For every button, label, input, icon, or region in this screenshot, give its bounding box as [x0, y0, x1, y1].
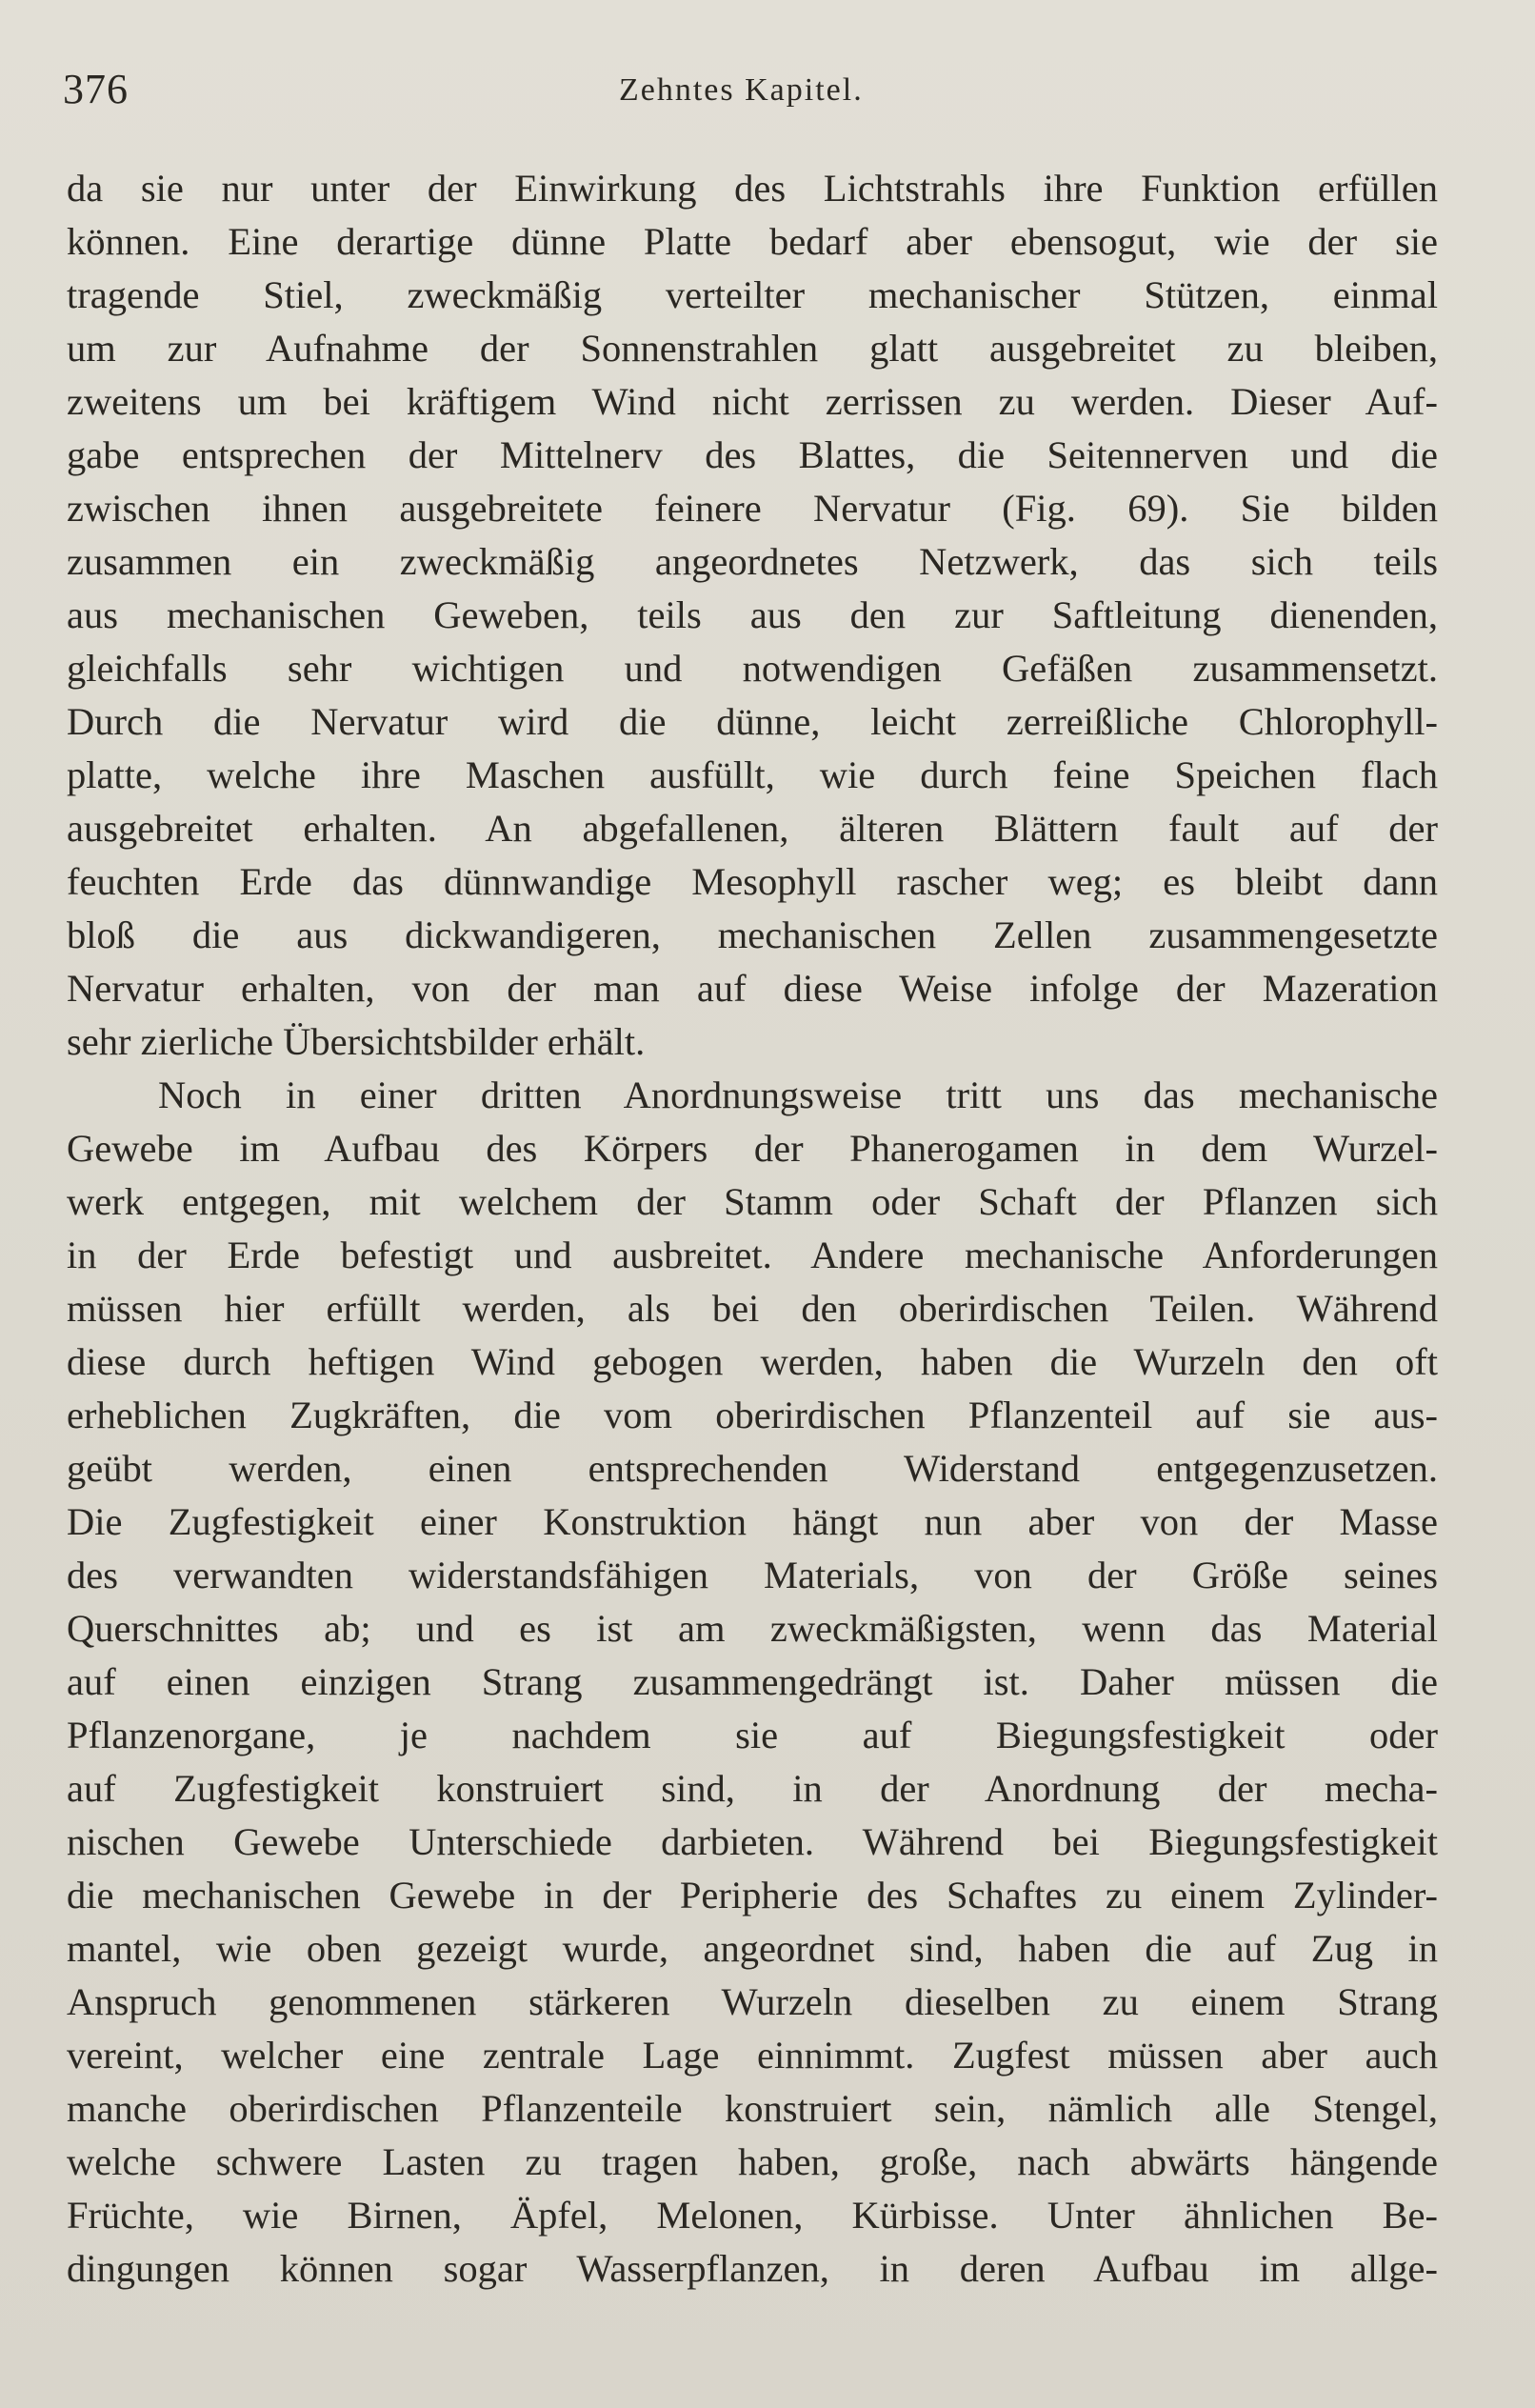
page-header — [63, 65, 1434, 122]
text-line: Nervatur erhalten, von der man auf diese Weise infolge der Mazeration — [67, 967, 1438, 1010]
text-line: Pflanzenorgane, je nachdem sie auf Biegungsfestigkeit oder — [67, 1714, 1438, 1756]
text-line: Früchte, wie Birnen, Äpfel, Melonen, Kürbisse. Unter ähnlichen Be- — [67, 2194, 1438, 2237]
text-line: um zur Aufnahme der Sonnenstrahlen glatt ausgebreitet zu bleiben, — [67, 327, 1438, 370]
text-line: die mechanischen Gewebe in der Peripherie des Schaftes zu einem Zylinder- — [67, 1874, 1438, 1916]
text-line: zusammen ein zweckmäßig angeordnetes Netzwerk, das sich teils — [67, 540, 1438, 583]
text-line: vereint, welcher eine zentrale Lage einnimmt. Zugfest müssen aber auch — [67, 2034, 1438, 2077]
paragraph-start-line: Noch in einer dritten Anordnungsweise tritt uns das mechanische — [158, 1074, 1438, 1116]
text-line: manche oberirdischen Pflanzenteile konstruiert sein, nämlich alle Stengel, — [67, 2087, 1438, 2130]
text-line: Durch die Nervatur wird die dünne, leicht zerreißliche Chlorophyll- — [67, 700, 1438, 743]
text-line: Querschnittes ab; und es ist am zweckmäßigsten, wenn das Material — [67, 1607, 1438, 1650]
text-line: Gewebe im Aufbau des Körpers der Phanerogamen in dem Wurzel- — [67, 1127, 1438, 1170]
text-line: auf einen einzigen Strang zusammengedrängt ist. Daher müssen die — [67, 1660, 1438, 1703]
text-line: aus mechanischen Geweben, teils aus den zur Saftleitung dienenden, — [67, 593, 1438, 636]
text-line: diese durch heftigen Wind gebogen werden, haben die Wurzeln den oft — [67, 1340, 1438, 1383]
body-text — [67, 162, 1438, 2296]
text-line: des verwandten widerstandsfähigen Materials, von der Größe seines — [67, 1554, 1438, 1596]
text-line: bloß die aus dickwandigeren, mechanischen Zellen zusammengesetzte — [67, 913, 1438, 956]
running-head: Zehntes Kapitel. — [619, 72, 864, 108]
text-line: Anspruch genommenen stärkeren Wurzeln dieselben zu einem Strang — [67, 1980, 1438, 2023]
text-line: zwischen ihnen ausgebreitete feinere Nervatur (Fig. 69). Sie bilden — [67, 487, 1438, 530]
text-line: dingungen können sogar Wasserpflanzen, in deren Aufbau im allge- — [67, 2247, 1438, 2290]
text-line: erheblichen Zugkräften, die vom oberirdischen Pflanzenteil auf sie aus- — [67, 1394, 1438, 1436]
text-line: werk entgegen, mit welchem der Stamm oder Schaft der Pflanzen sich — [67, 1180, 1438, 1223]
text-line: Die Zugfestigkeit einer Konstruktion hängt nun aber von der Masse — [67, 1500, 1438, 1543]
text-line: ausgebreitet erhalten. An abgefallenen, älteren Blättern fault auf der — [67, 807, 1438, 850]
text-line: geübt werden, einen entsprechenden Widerstand entgegenzusetzen. — [67, 1447, 1438, 1490]
text-line: auf Zugfestigkeit konstruiert sind, in der Anordnung der mecha- — [67, 1767, 1438, 1810]
text-line: welche schwere Lasten zu tragen haben, große, nach abwärts hängende — [67, 2140, 1438, 2183]
text-line: tragende Stiel, zweckmäßig verteilter mechanischer Stützen, einmal — [67, 273, 1438, 316]
text-line: gleichfalls sehr wichtigen und notwendigen Gefäßen zusammensetzt. — [67, 647, 1438, 690]
text-line: müssen hier erfüllt werden, als bei den oberirdischen Teilen. Während — [67, 1287, 1438, 1330]
text-line: zweitens um bei kräftigem Wind nicht zerrissen zu werden. Dieser Auf- — [67, 380, 1438, 423]
page-number: 376 — [63, 66, 129, 112]
text-line: können. Eine derartige dünne Platte bedarf aber ebensogut, wie der sie — [67, 220, 1438, 263]
text-line: feuchten Erde das dünnwandige Mesophyll rascher weg; es bleibt dann — [67, 860, 1438, 903]
text-line: da sie nur unter der Einwirkung des Lichtstrahls ihre Funktion erfüllen — [67, 167, 1438, 210]
text-line: gabe entsprechen der Mittelnerv des Blattes, die Seitennerven und die — [67, 433, 1438, 476]
text-line: mantel, wie oben gezeigt wurde, angeordnet sind, haben die auf Zug in — [67, 1927, 1438, 1970]
text-line: nischen Gewebe Unterschiede darbieten. Während bei Biegungsfestigkeit — [67, 1820, 1438, 1863]
paragraph-end-line: sehr zierliche Übersichtsbilder erhält. — [67, 1020, 646, 1063]
text-line: in der Erde befestigt und ausbreitet. Andere mechanische Anforderungen — [67, 1234, 1438, 1276]
text-line: platte, welche ihre Maschen ausfüllt, wie durch feine Speichen flach — [67, 753, 1438, 796]
